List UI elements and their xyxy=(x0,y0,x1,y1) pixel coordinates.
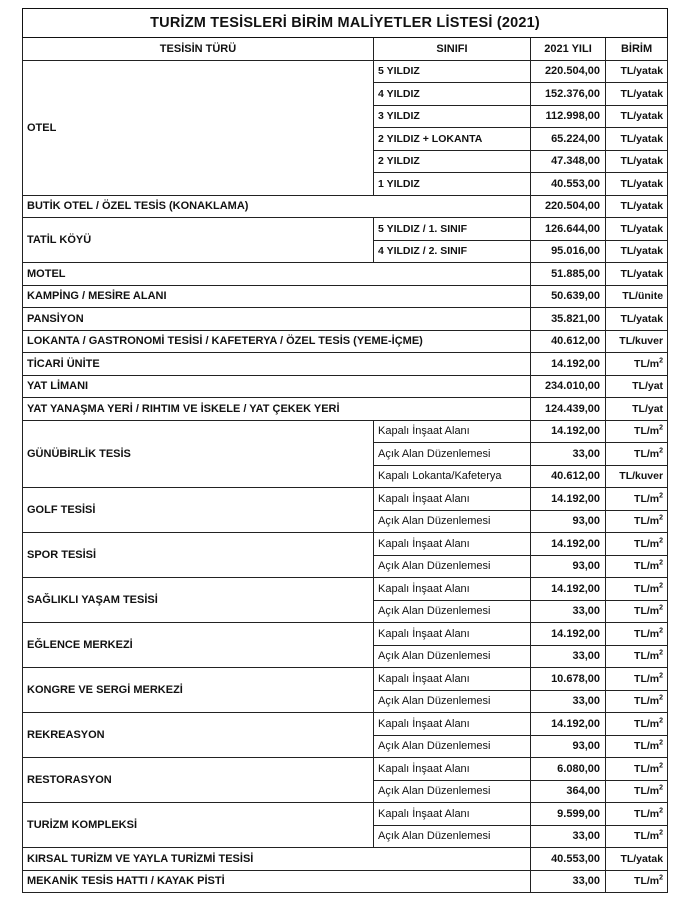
unit-text: TL/m xyxy=(634,740,660,753)
facility-class: Kapalı İnşaat Alanı xyxy=(374,803,531,826)
unit-text: TL/yatak xyxy=(620,177,664,190)
facility-class: Kapalı İnşaat Alanı xyxy=(374,533,531,556)
cost-value: 40.612,00 xyxy=(531,465,606,488)
cost-value: 124.439,00 xyxy=(531,398,606,421)
table-row xyxy=(23,488,668,511)
unit-cell xyxy=(606,668,668,691)
cost-value: 10.678,00 xyxy=(531,668,606,691)
unit-cell xyxy=(606,240,668,263)
table-row xyxy=(23,533,668,556)
cost-value: 33,00 xyxy=(531,443,606,466)
cost-value: 50.639,00 xyxy=(531,285,606,308)
unit-text: TL/yat xyxy=(632,402,664,415)
unit-exponent: 2 xyxy=(659,582,664,590)
unit-cell xyxy=(606,105,668,128)
unit-exponent: 2 xyxy=(659,829,664,837)
unit-text: TL/m xyxy=(634,672,660,685)
cost-value: 14.192,00 xyxy=(531,488,606,511)
unit-text: TL/ünite xyxy=(622,290,664,303)
unit-cell xyxy=(606,195,668,218)
unit-cell xyxy=(606,690,668,713)
unit-cell xyxy=(606,218,668,241)
cost-value: 6.080,00 xyxy=(531,758,606,781)
cost-value: 112.998,00 xyxy=(531,105,606,128)
facility-class: 4 YILDIZ xyxy=(374,83,531,106)
cost-value: 152.376,00 xyxy=(531,83,606,106)
facility-class: Kapalı Lokanta/Kafeterya xyxy=(374,465,531,488)
unit-cell xyxy=(606,735,668,758)
unit-text: TL/m xyxy=(634,560,660,573)
facility-type: TURİZM KOMPLEKSİ xyxy=(23,803,374,848)
unit-text: TL/m xyxy=(634,762,660,775)
facility-type: KAMPİNG / MESİRE ALANI xyxy=(23,285,531,308)
unit-text: TL/yatak xyxy=(620,110,664,123)
facility-class: Açık Alan Düzenlemesi xyxy=(374,510,531,533)
unit-text: TL/m xyxy=(634,515,660,528)
table-row xyxy=(23,218,668,241)
unit-cell xyxy=(606,758,668,781)
cost-value: 220.504,00 xyxy=(531,195,606,218)
unit-cell xyxy=(606,465,668,488)
facility-class: 1 YILDIZ xyxy=(374,173,531,196)
unit-cell xyxy=(606,645,668,668)
cost-value: 33,00 xyxy=(531,825,606,848)
facility-type: REKREASYON xyxy=(23,713,374,758)
unit-exponent: 2 xyxy=(659,807,664,815)
cost-value: 33,00 xyxy=(531,645,606,668)
table-row xyxy=(23,60,668,83)
unit-exponent: 2 xyxy=(659,784,664,792)
unit-text: TL/yatak xyxy=(620,132,664,145)
table-row xyxy=(23,330,668,353)
unit-cell xyxy=(606,578,668,601)
unit-cell xyxy=(606,848,668,871)
cost-value: 14.192,00 xyxy=(531,353,606,376)
cost-value: 40.553,00 xyxy=(531,848,606,871)
header-unit: BİRİM xyxy=(606,38,668,61)
facility-type: EĞLENCE MERKEZİ xyxy=(23,623,374,668)
unit-exponent: 2 xyxy=(659,492,664,500)
table-row xyxy=(23,353,668,376)
table-row xyxy=(23,870,668,893)
unit-text: TL/m xyxy=(634,785,660,798)
cost-value: 14.192,00 xyxy=(531,533,606,556)
table-row xyxy=(23,578,668,601)
cost-value: 14.192,00 xyxy=(531,623,606,646)
unit-text: TL/m xyxy=(634,357,660,370)
unit-text: TL/yatak xyxy=(620,852,664,865)
cost-value: 234.010,00 xyxy=(531,375,606,398)
facility-class: Açık Alan Düzenlemesi xyxy=(374,780,531,803)
unit-text: TL/m xyxy=(634,492,660,505)
unit-text: TL/m xyxy=(634,650,660,663)
unit-cell xyxy=(606,780,668,803)
cost-value: 220.504,00 xyxy=(531,60,606,83)
unit-exponent: 2 xyxy=(659,447,664,455)
facility-type: LOKANTA / GASTRONOMİ TESİSİ / KAFETERYA / ÖZEL TESİS (YEME-İÇME) xyxy=(23,330,531,353)
header-row xyxy=(23,38,668,61)
unit-text: TL/yatak xyxy=(620,155,664,168)
cost-value: 95.016,00 xyxy=(531,240,606,263)
cost-value: 65.224,00 xyxy=(531,128,606,151)
unit-text: TL/yatak xyxy=(620,87,664,100)
unit-exponent: 2 xyxy=(659,874,664,882)
facility-type: KIRSAL TURİZM VE YAYLA TURİZMİ TESİSİ xyxy=(23,848,531,871)
facility-type: PANSİYON xyxy=(23,308,531,331)
unit-cell xyxy=(606,803,668,826)
unit-cell xyxy=(606,285,668,308)
facility-class: 5 YILDIZ xyxy=(374,60,531,83)
cost-value: 33,00 xyxy=(531,870,606,893)
cost-value: 364,00 xyxy=(531,780,606,803)
cost-value: 126.644,00 xyxy=(531,218,606,241)
unit-text: TL/kuver xyxy=(619,335,664,348)
unit-exponent: 2 xyxy=(659,627,664,635)
facility-type: GOLF TESİSİ xyxy=(23,488,374,533)
unit-cell xyxy=(606,488,668,511)
facility-type: MOTEL xyxy=(23,263,531,286)
facility-class: Kapalı İnşaat Alanı xyxy=(374,488,531,511)
table-row xyxy=(23,848,668,871)
table-row xyxy=(23,623,668,646)
facility-type: SPOR TESİSİ xyxy=(23,533,374,578)
table-row xyxy=(23,308,668,331)
unit-text: TL/m xyxy=(634,695,660,708)
unit-exponent: 2 xyxy=(659,739,664,747)
facility-type: SAĞLIKLI YAŞAM TESİSİ xyxy=(23,578,374,623)
unit-exponent: 2 xyxy=(659,559,664,567)
facility-class: Açık Alan Düzenlemesi xyxy=(374,600,531,623)
unit-exponent: 2 xyxy=(659,762,664,770)
unit-cell xyxy=(606,60,668,83)
unit-cell xyxy=(606,533,668,556)
unit-cell xyxy=(606,83,668,106)
unit-cell xyxy=(606,173,668,196)
cost-value: 14.192,00 xyxy=(531,420,606,443)
facility-class: Açık Alan Düzenlemesi xyxy=(374,735,531,758)
facility-class: 3 YILDIZ xyxy=(374,105,531,128)
unit-cell xyxy=(606,870,668,893)
facility-class: Açık Alan Düzenlemesi xyxy=(374,443,531,466)
facility-class: Kapalı İnşaat Alanı xyxy=(374,713,531,736)
table-row xyxy=(23,285,668,308)
unit-exponent: 2 xyxy=(659,424,664,432)
unit-text: TL/m xyxy=(634,605,660,618)
table-row xyxy=(23,420,668,443)
facility-type: BUTİK OTEL / ÖZEL TESİS (KONAKLAMA) xyxy=(23,195,531,218)
table-row xyxy=(23,758,668,781)
table-row xyxy=(23,803,668,826)
unit-exponent: 2 xyxy=(659,357,664,365)
unit-cell xyxy=(606,555,668,578)
table-body xyxy=(23,60,668,893)
cost-value: 93,00 xyxy=(531,510,606,533)
unit-cell xyxy=(606,375,668,398)
cost-value: 93,00 xyxy=(531,555,606,578)
unit-cell xyxy=(606,443,668,466)
header-class: SINIFI xyxy=(374,38,531,61)
unit-text: TL/yatak xyxy=(620,222,664,235)
facility-type: GÜNÜBİRLİK TESİS xyxy=(23,420,374,488)
facility-type: RESTORASYON xyxy=(23,758,374,803)
header-type: TESİSİN TÜRÜ xyxy=(23,38,374,61)
unit-cell xyxy=(606,128,668,151)
unit-cell xyxy=(606,825,668,848)
unit-exponent: 2 xyxy=(659,514,664,522)
document-title: TURİZM TESİSLERİ BİRİM MALİYETLER LİSTESİ (2021) xyxy=(23,9,668,38)
unit-cell xyxy=(606,623,668,646)
table-row xyxy=(23,668,668,691)
unit-cell xyxy=(606,510,668,533)
facility-class: Kapalı İnşaat Alanı xyxy=(374,420,531,443)
unit-text: TL/yatak xyxy=(620,267,664,280)
cost-value: 14.192,00 xyxy=(531,578,606,601)
unit-exponent: 2 xyxy=(659,694,664,702)
unit-cell xyxy=(606,398,668,421)
cost-value: 40.612,00 xyxy=(531,330,606,353)
facility-class: Kapalı İnşaat Alanı xyxy=(374,578,531,601)
facility-class: 5 YILDIZ / 1. SINIF xyxy=(374,218,531,241)
facility-class: Açık Alan Düzenlemesi xyxy=(374,825,531,848)
cost-list-document xyxy=(22,8,667,893)
facility-type: KONGRE VE SERGİ MERKEZİ xyxy=(23,668,374,713)
unit-exponent: 2 xyxy=(659,537,664,545)
unit-text: TL/m xyxy=(634,807,660,820)
facility-class: Açık Alan Düzenlemesi xyxy=(374,690,531,713)
cost-value: 93,00 xyxy=(531,735,606,758)
unit-cell xyxy=(606,600,668,623)
unit-text: TL/yatak xyxy=(620,312,664,325)
unit-cell xyxy=(606,330,668,353)
unit-text: TL/m xyxy=(634,717,660,730)
cost-value: 35.821,00 xyxy=(531,308,606,331)
unit-cell xyxy=(606,308,668,331)
unit-text: TL/m xyxy=(634,447,660,460)
facility-class: 4 YILDIZ / 2. SINIF xyxy=(374,240,531,263)
unit-cell xyxy=(606,263,668,286)
unit-exponent: 2 xyxy=(659,649,664,657)
table-row xyxy=(23,263,668,286)
unit-exponent: 2 xyxy=(659,604,664,612)
cost-value: 40.553,00 xyxy=(531,173,606,196)
facility-class: 2 YILDIZ + LOKANTA xyxy=(374,128,531,151)
table-row xyxy=(23,195,668,218)
facility-type: TİCARİ ÜNİTE xyxy=(23,353,531,376)
cost-value: 33,00 xyxy=(531,690,606,713)
unit-text: TL/kuver xyxy=(619,470,664,483)
unit-text: TL/yatak xyxy=(620,245,664,258)
facility-class: Kapalı İnşaat Alanı xyxy=(374,668,531,691)
facility-class: Kapalı İnşaat Alanı xyxy=(374,623,531,646)
unit-exponent: 2 xyxy=(659,717,664,725)
table-row xyxy=(23,398,668,421)
facility-type: OTEL xyxy=(23,60,374,195)
facility-type: YAT YANAŞMA YERİ / RIHTIM VE İSKELE / YAT ÇEKEK YERİ xyxy=(23,398,531,421)
unit-text: TL/m xyxy=(634,425,660,438)
unit-text: TL/m xyxy=(634,830,660,843)
unit-cell xyxy=(606,713,668,736)
cost-value: 9.599,00 xyxy=(531,803,606,826)
header-year: 2021 YILI xyxy=(531,38,606,61)
facility-type: MEKANİK TESİS HATTI / KAYAK PİSTİ xyxy=(23,870,531,893)
cost-value: 51.885,00 xyxy=(531,263,606,286)
facility-class: 2 YILDIZ xyxy=(374,150,531,173)
unit-text: TL/m xyxy=(634,537,660,550)
facility-type: TATİL KÖYÜ xyxy=(23,218,374,263)
facility-class: Açık Alan Düzenlemesi xyxy=(374,555,531,578)
facility-class: Açık Alan Düzenlemesi xyxy=(374,645,531,668)
unit-cell xyxy=(606,420,668,443)
unit-text: TL/yatak xyxy=(620,65,664,78)
unit-text: TL/yatak xyxy=(620,200,664,213)
facility-class: Kapalı İnşaat Alanı xyxy=(374,758,531,781)
table-row xyxy=(23,375,668,398)
unit-cell xyxy=(606,353,668,376)
unit-text: TL/m xyxy=(634,582,660,595)
facility-type: YAT LİMANI xyxy=(23,375,531,398)
cost-table xyxy=(22,8,668,893)
unit-text: TL/m xyxy=(634,627,660,640)
unit-cell xyxy=(606,150,668,173)
unit-exponent: 2 xyxy=(659,672,664,680)
cost-value: 47.348,00 xyxy=(531,150,606,173)
unit-text: TL/yat xyxy=(632,380,664,393)
unit-text: TL/m xyxy=(634,875,660,888)
cost-value: 33,00 xyxy=(531,600,606,623)
table-row xyxy=(23,713,668,736)
cost-value: 14.192,00 xyxy=(531,713,606,736)
